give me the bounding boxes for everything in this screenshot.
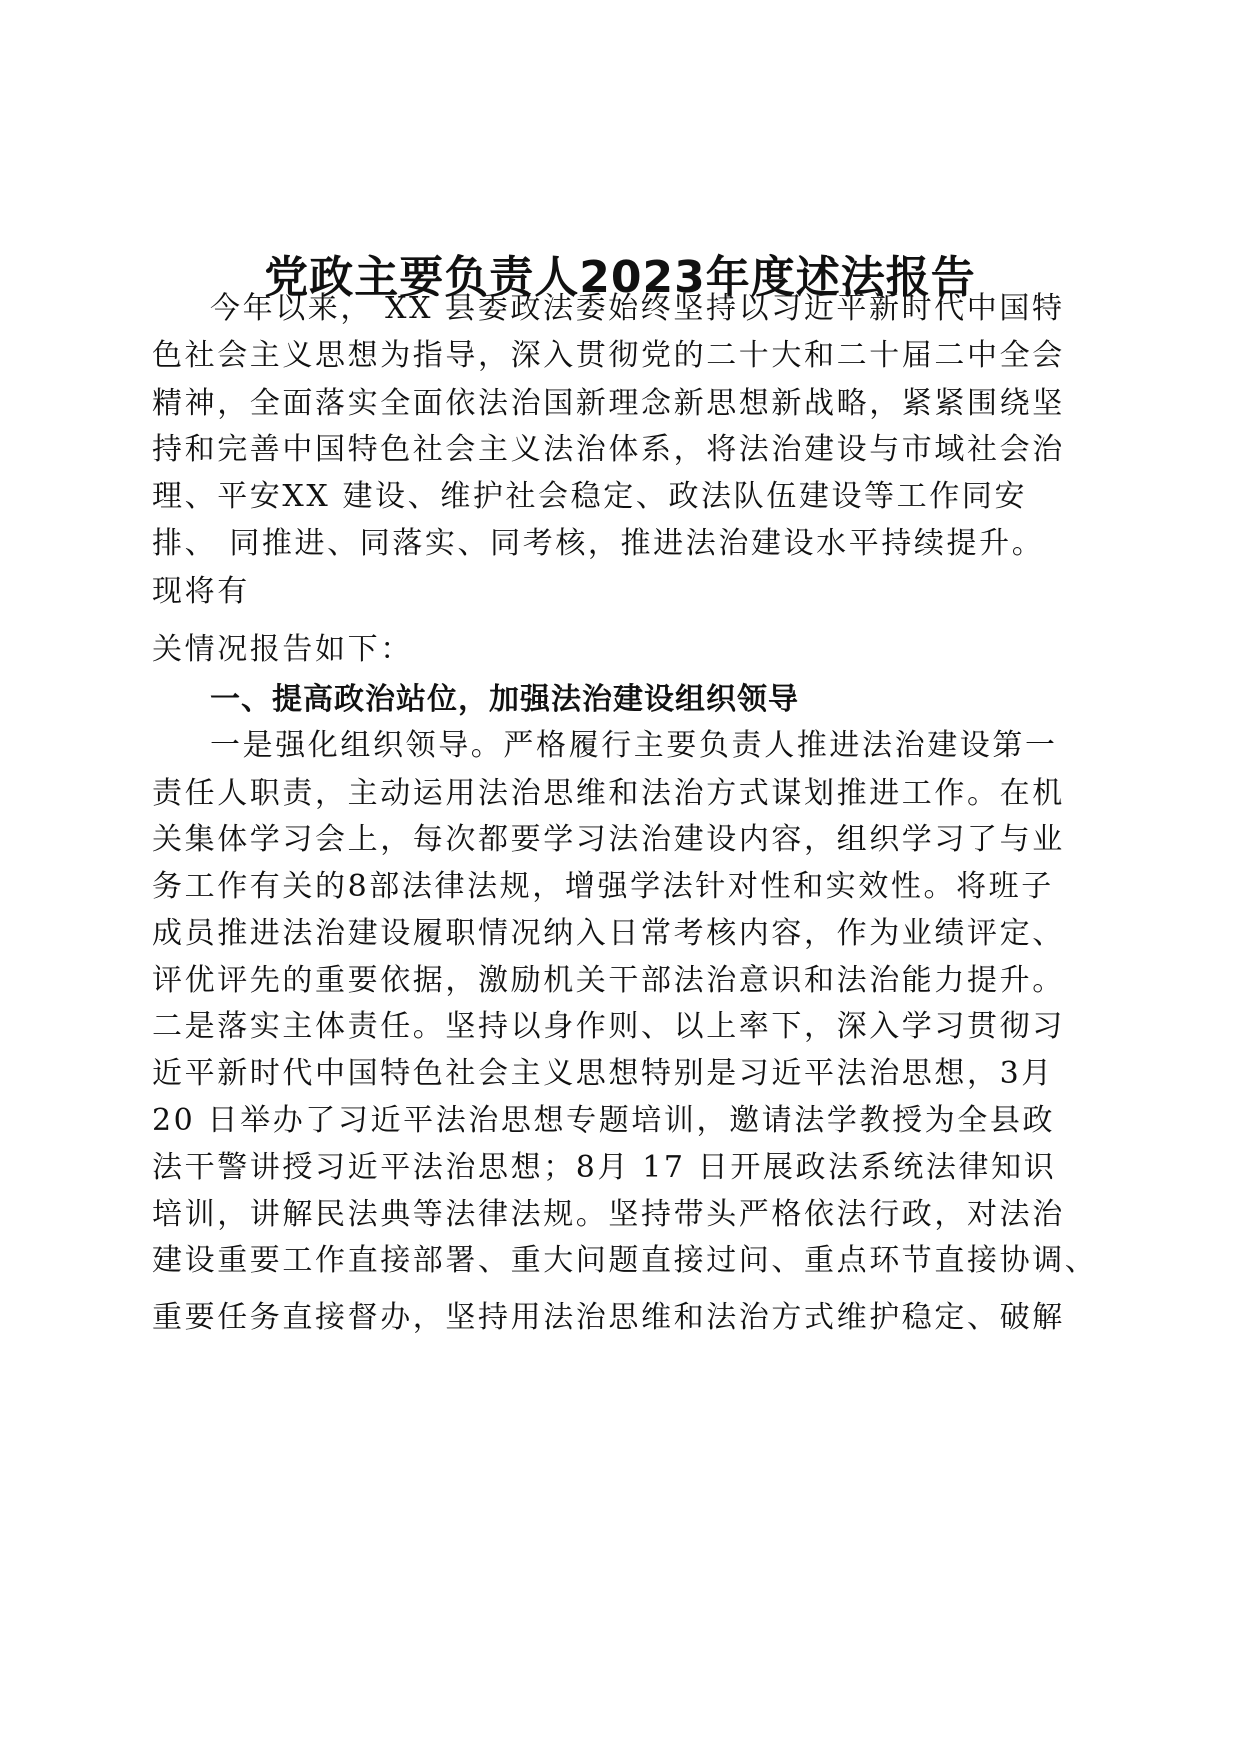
paragraph-line: 重要任务直接督办，坚持用法治思维和法治方式维护稳定、破解: [152, 1300, 1065, 1335]
paragraph-line: 一是强化组织领导。严格履行主要负责人推进法治建设第一: [210, 728, 1058, 763]
paragraph-line: 今年以来， XX 县委政法委始终坚持以习近平新时代中国特: [210, 291, 1065, 326]
paragraph-line: 20 日举办了习近平法治思想专题培训，邀请法学教授为全县政: [152, 1103, 1056, 1138]
paragraph-line: 现将有: [152, 574, 250, 609]
paragraph-line: 持和完善中国特色社会主义法治体系，将法治建设与市域社会治: [152, 432, 1065, 467]
paragraph-line: 责任人职责，主动运用法治思维和法治方式谋划推进工作。在机: [152, 776, 1065, 811]
paragraph-line: 精神，全面落实全面依法治国新理念新思想新战略，紧紧围绕坚: [152, 386, 1065, 421]
document-title: 党政主要负责人2023年度述法报告: [264, 252, 976, 303]
paragraph-line: 成员推进法治建设履职情况纳入日常考核内容，作为业绩评定、: [152, 916, 1065, 951]
paragraph-line: 二是落实主体责任。坚持以身作则、以上率下，深入学习贯彻习: [152, 1009, 1065, 1044]
paragraph-line: 色社会主义思想为指导，深入贯彻党的二十大和二十届二中全会: [152, 338, 1065, 373]
paragraph-line: 理、平安XX 建设、维护社会稳定、政法队伍建设等工作同安: [152, 479, 1028, 514]
paragraph-line: 培训，讲解民法典等法律法规。坚持带头严格依法行政，对法治: [152, 1197, 1065, 1232]
paragraph-line: 关情况报告如下：: [152, 632, 413, 667]
paragraph-line: 评优评先的重要依据，激励机关干部法治意识和法治能力提升。: [152, 963, 1065, 998]
section-heading: 一、提高政治站位，加强法治建设组织领导: [210, 682, 799, 717]
paragraph-line: 建设重要工作直接部署、重大问题直接过问、重点环节直接协调、: [152, 1243, 1098, 1278]
paragraph-line: 关集体学习会上，每次都要学习法治建设内容，组织学习了与业: [152, 822, 1065, 857]
paragraph-line: 排、 同推进、同落实、同考核，推进法治建设水平持续提升。: [152, 526, 1045, 561]
paragraph-line: 近平新时代中国特色社会主义思想特别是习近平法治思想，3月: [152, 1056, 1054, 1091]
paragraph-line: 务工作有关的8部法律法规，增强学法针对性和实效性。将班子: [152, 869, 1054, 904]
paragraph-line: 法干警讲授习近平法治思想；8月 17 日开展政法系统法律知识: [152, 1150, 1057, 1185]
